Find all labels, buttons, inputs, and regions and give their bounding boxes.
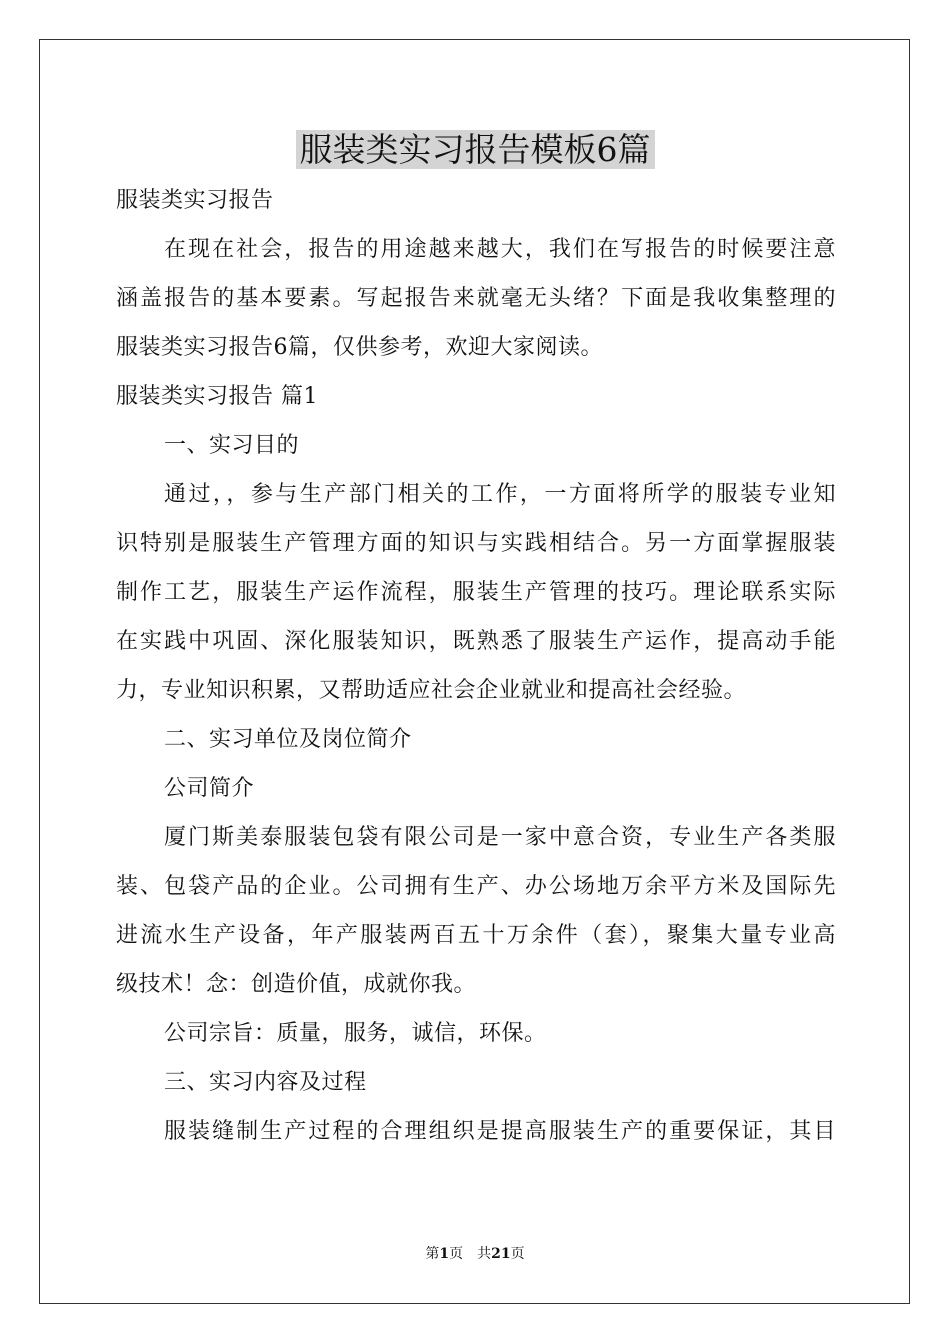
text-line: 在实践中巩固、深化服装知识，既熟悉了服装生产运作，提高动手能 [116,629,836,654]
footer-page-number: 1 [439,1246,450,1262]
text-line: 在现在社会，报告的用途越来越大，我们在写报告的时候要注意 [164,237,836,262]
document-body [116,176,836,1156]
text-line: 公司简介 [164,776,255,801]
text-line: 厦门斯美泰服装包袋有限公司是一家中意合资，专业生产各类服 [164,825,836,850]
footer-total-pages: 21 [491,1246,511,1262]
text-line: 识特别是服装生产管理方面的知识与实践相结合。另一方面掌握服装 [116,531,836,556]
text-line: 涵盖报告的基本要素。写起报告来就毫无头绪？下面是我收集整理的 [116,286,836,311]
footer-middle: 页 共 [449,1246,492,1262]
text-line: 一、实习目的 [164,433,300,458]
text-line: 通过，，参与生产部门相关的工作，一方面将所学的服装专业知 [164,482,836,507]
footer-prefix: 第 [425,1246,440,1262]
text-line: 进流水生产设备，年产服装两百五十万余件（套），聚集大量专业高 [116,923,836,948]
text-line: 制作工艺，服装生产运作流程，服装生产管理的技巧。理论联系实际 [116,580,836,605]
text-line: 力，专业知识积累，又帮助适应社会企业就业和提高社会经验。 [116,678,747,703]
text-line: 公司宗旨：质量，服务，诚信，环保。 [164,1021,547,1046]
text-line: 服装缝制生产过程的合理组织是提高服装生产的重要保证，其目 [164,1119,836,1144]
text-line: 装、包袋产品的企业。公司拥有生产、办公场地万余平方米及国际先 [116,874,836,899]
text-line: 服装类实习报告 篇1 [116,384,318,409]
text-line: 级技术！念：创造价值，成就你我。 [116,972,477,997]
page-footer [0,1244,950,1264]
document-title-text: 服装类实习报告模板6篇 [296,130,655,169]
text-line: 二、实习单位及岗位简介 [164,727,412,752]
text-line: 服装类实习报告6篇，仅供参考，欢迎大家阅读。 [116,335,603,360]
document-title [0,124,950,176]
text-line: 三、实习内容及过程 [164,1070,367,1095]
footer-suffix: 页 [510,1246,525,1262]
text-line: 服装类实习报告 [116,188,274,213]
